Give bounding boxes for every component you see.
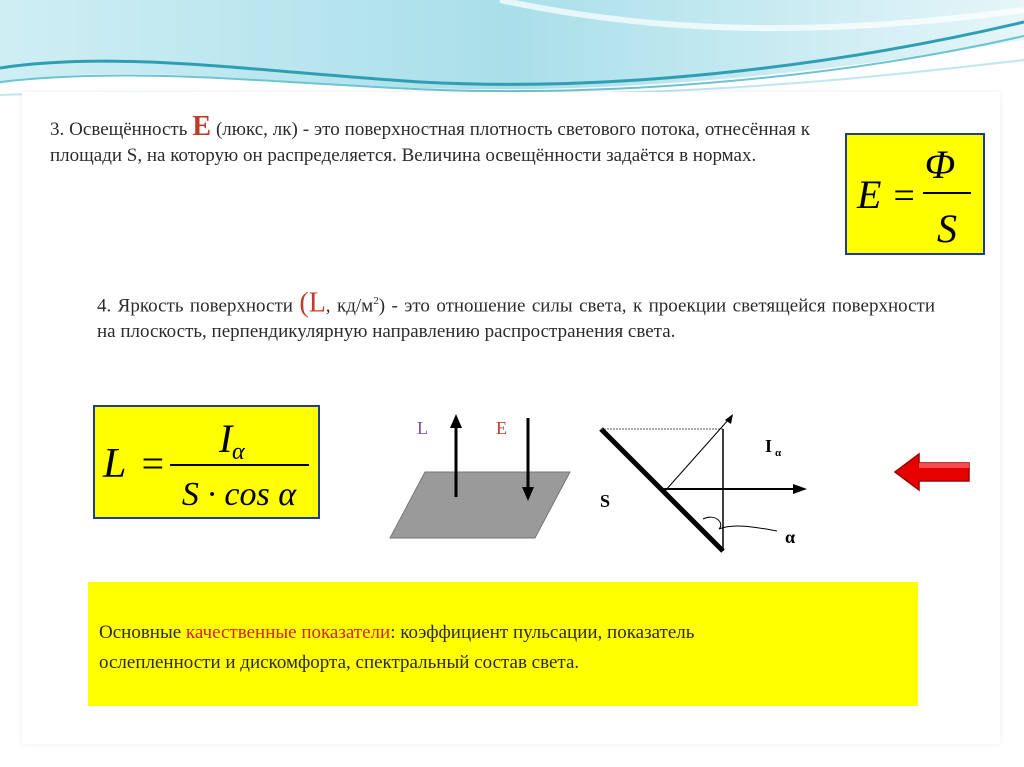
- normal-axis-head: [793, 484, 807, 494]
- luminance-unit: , кд/м: [325, 295, 374, 317]
- luminance-paragraph: [97, 288, 935, 345]
- l-arrow-head: [450, 414, 462, 428]
- formula-e-lhs: E: [857, 172, 882, 217]
- label-i: I: [765, 436, 773, 456]
- surface-plane: [390, 472, 570, 538]
- para3-line1: (люкс, лк) - это поверхностная плотность светового: [211, 119, 636, 140]
- bottom-line2: ослепленности и дискомфорта, спектральный состав света.: [99, 652, 580, 673]
- luminance-formula: [93, 405, 320, 519]
- para3-line2: потока, отнесённая к площади S, на которую он распределяется.: [50, 119, 810, 166]
- luminance-diagram: [385, 405, 825, 575]
- label-i-sub: α: [775, 447, 782, 459]
- bottom-prefix: Основные: [99, 622, 186, 643]
- intensity-ray: [665, 419, 729, 491]
- label-e: E: [496, 418, 507, 438]
- formula-l-numerator-sub: α: [232, 439, 245, 465]
- para4-line3: распространения света.: [484, 321, 676, 343]
- formula-l-denominator: S · cos α: [181, 476, 297, 513]
- para4-prefix: 4. Яркость поверхности: [97, 295, 300, 317]
- quality-indicators-text: [99, 618, 899, 678]
- illuminance-symbol: E: [192, 111, 212, 142]
- left-arrow-icon: [893, 452, 973, 492]
- para4-line2: светящейся поверхности на плоскость, перпендикулярную направлению: [97, 295, 935, 343]
- formula-e-numerator: Φ: [924, 142, 956, 187]
- illuminance-formula: [845, 133, 985, 255]
- quality-indicators-highlight: качественные показатели: [185, 622, 391, 643]
- para3-prefix: 3. Освещённость: [50, 119, 193, 140]
- formula-l-numerator: I: [219, 416, 233, 461]
- label-l: L: [417, 418, 428, 438]
- formula-e-equals: =: [891, 175, 917, 217]
- para4-open-paren: (: [299, 287, 309, 319]
- para4-line1: ) - это отношение силы света, к проекции: [378, 295, 727, 317]
- formula-e-denominator: S: [937, 206, 957, 251]
- label-s: S: [600, 491, 611, 511]
- alpha-arc: [703, 517, 777, 531]
- bottom-line1: : коэффициент пульсации, показатель: [390, 622, 695, 643]
- formula-l-lhs: L: [103, 441, 127, 487]
- label-alpha: α: [785, 527, 796, 547]
- luminance-unit-sup: 2: [373, 295, 379, 307]
- luminance-symbol: L: [308, 287, 326, 319]
- formula-l-equals: =: [139, 441, 166, 486]
- illuminance-paragraph: [50, 111, 810, 169]
- para3-line3: Величина освещённости задаётся в нормах.: [401, 145, 757, 166]
